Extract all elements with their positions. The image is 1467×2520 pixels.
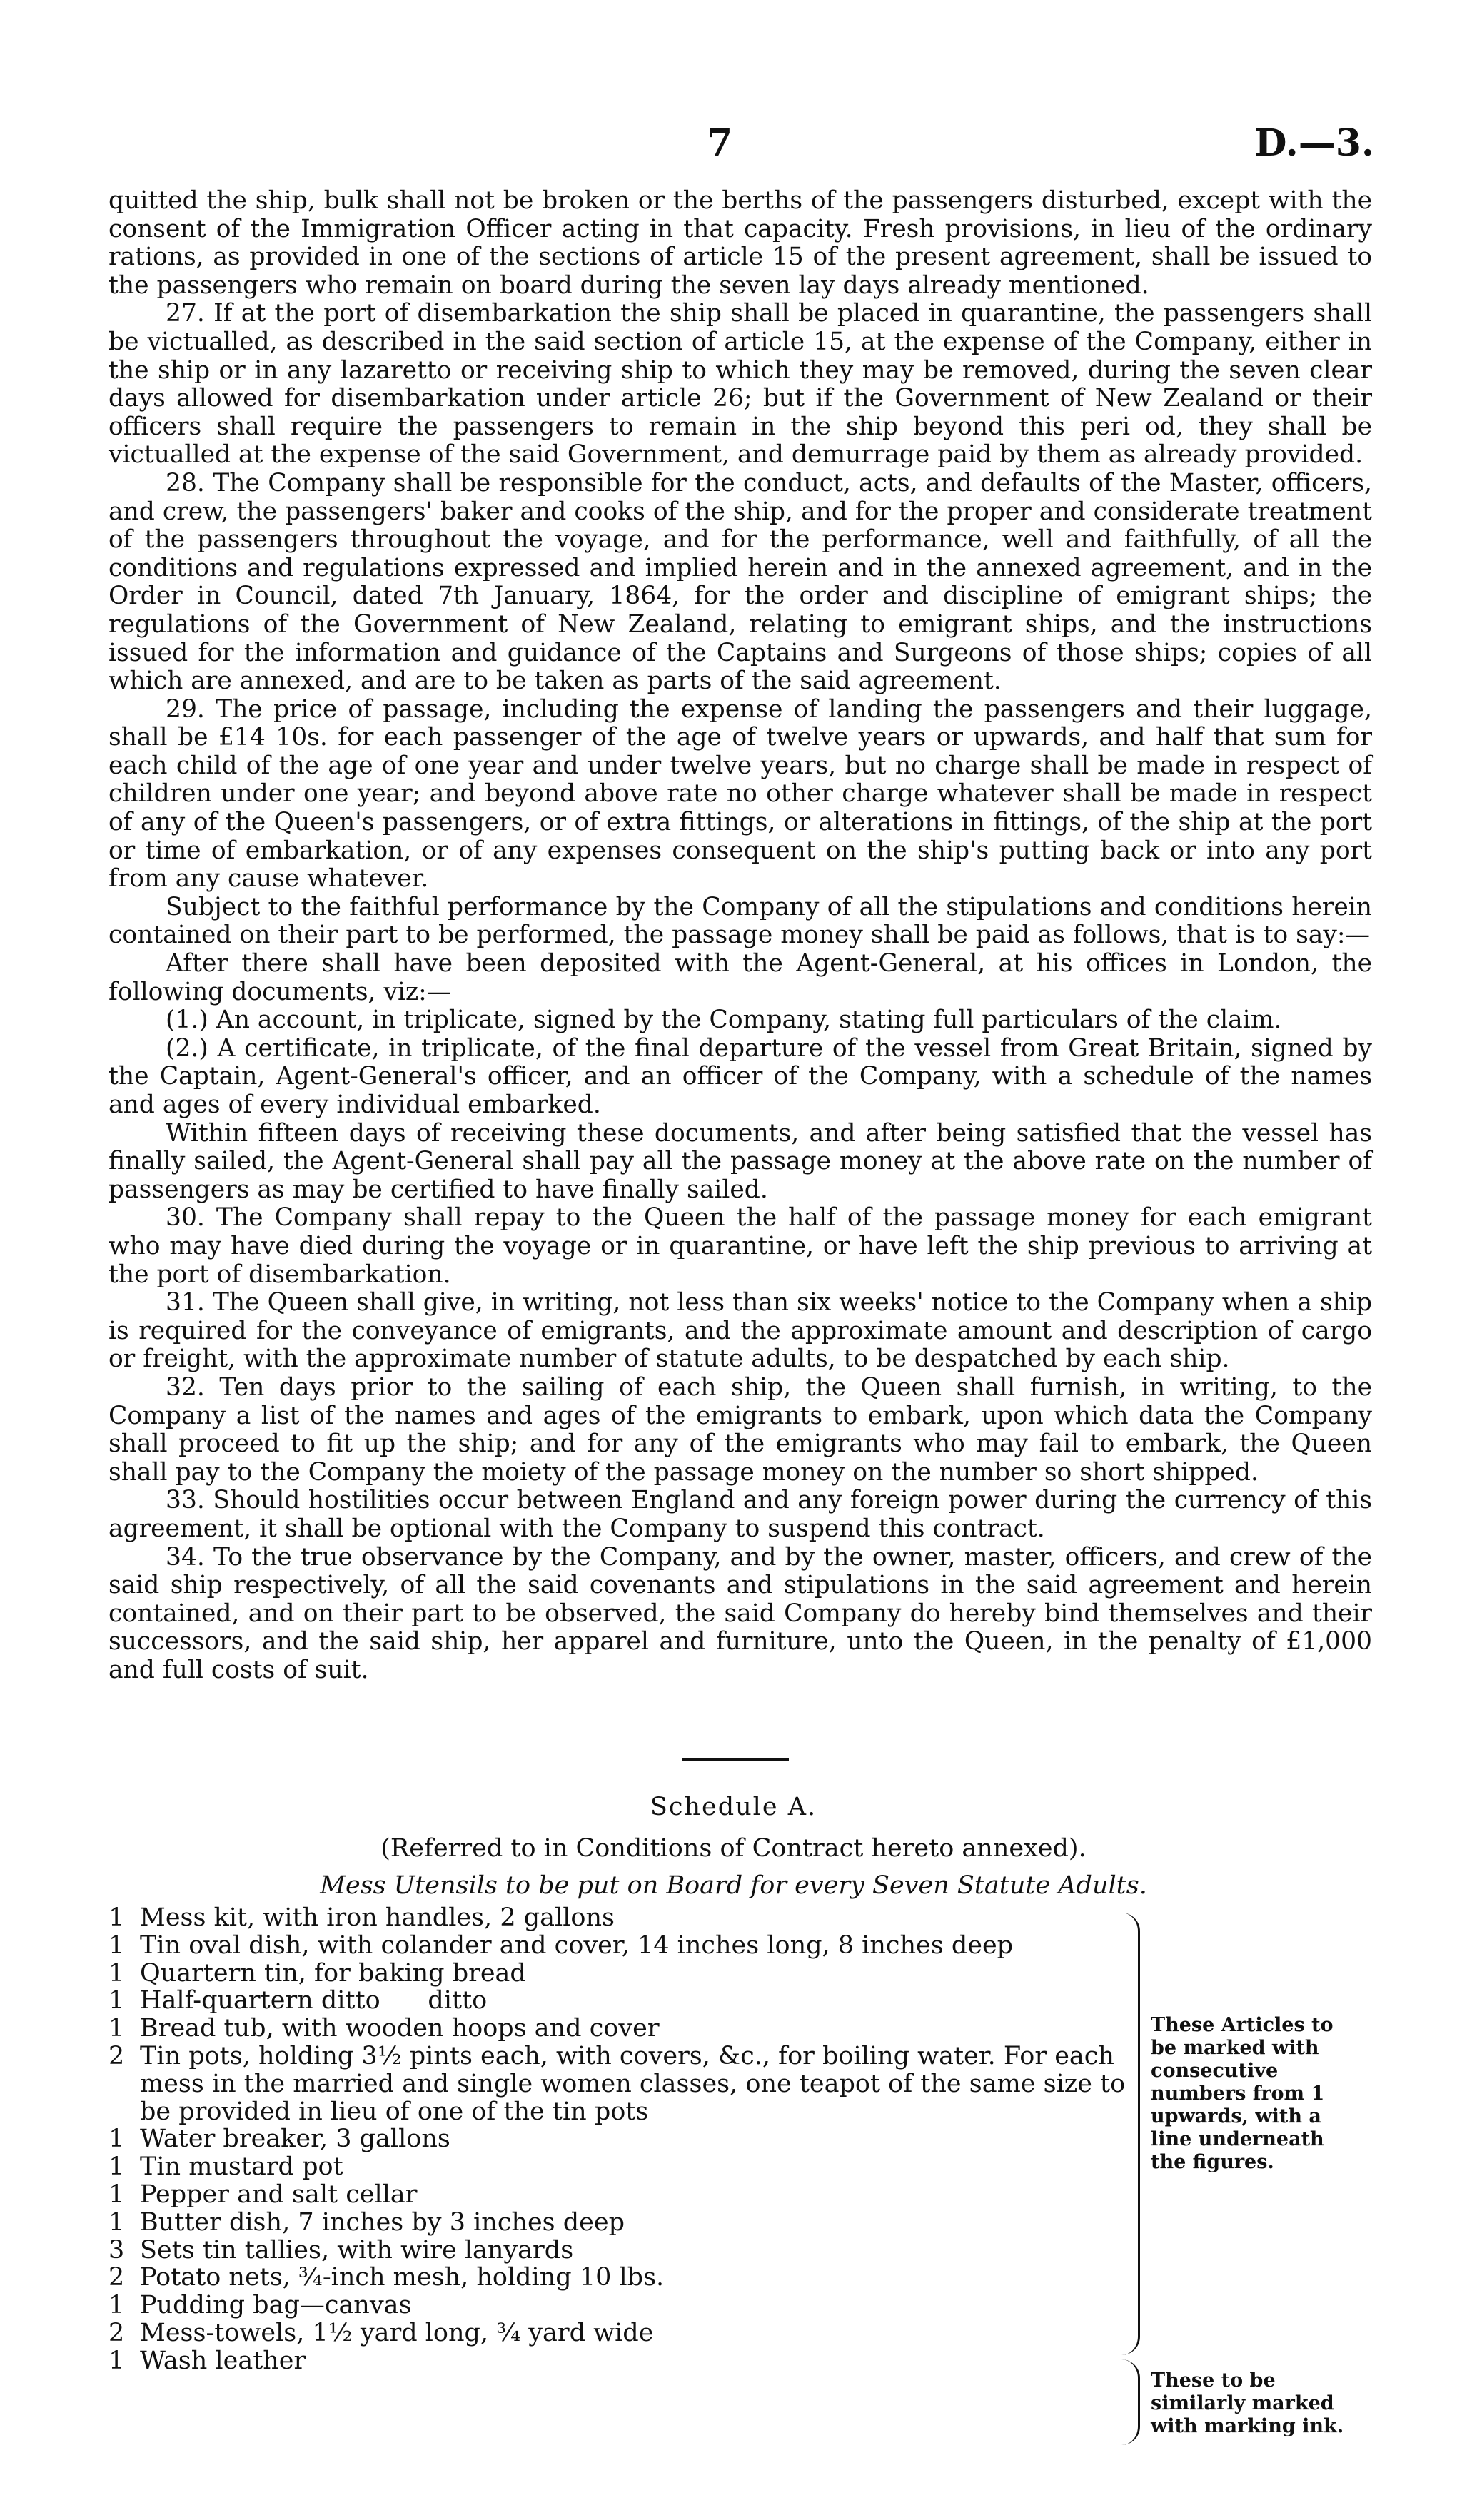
paragraph-30: 30. The Company shall repay to the Queen the half of the passage money for each emigrant who may have died during the voyage or in quarantine, or have left the ship previous to arriving at the port of disembarkation. <box>109 1203 1372 1289</box>
item-quantity: 1 <box>109 2152 125 2182</box>
list-item <box>109 2347 1136 2375</box>
page-number: 7 <box>707 121 733 165</box>
brace-marking-ink-items <box>1121 2359 1140 2445</box>
item-description: Potato nets, ¾-inch mesh, holding 10 lbs. <box>140 2263 665 2292</box>
paragraph-28: 28. The Company shall be responsible for the conduct, acts, and defaults of the Master, officers, and crew, the passengers' baker and cooks of the ship, and for the proper and considerate treatment of the passengers throughout the voyage, and for the performance, well and faithfully, of all the conditions and regulations expressed and implied herein and in the annexed agreement, and in the Order in Council, dated 7th January, 1864, for the order and discipline of emigrant ships; the regulations of the Government of New Zealand, relating to emigrant ships, and the instructions issued for the information and guidance of the Captains and Surgeons of those ships; copies of all which are annexed, and are to be taken as parts of the said agreement. <box>109 468 1372 696</box>
item-quantity: 1 <box>109 2346 125 2375</box>
list-item <box>109 1904 1136 1932</box>
paragraph-27: 27. If at the port of disembarkation the ship shall be placed in quarantine, the passengers shall be victualled, as described in the said section of article 15, at the expense of the Company, either in the ship or in any lazaretto or receiving ship to which they may be removed, during the seven clear days allowed for disembarkation under article 26; but if the Government of New Zealand or their officers shall require the passengers to remain in the ship beyond this peri od, they shall be victualled at the expense of the said Government, and demurrage paid by them as already provided. <box>109 299 1372 470</box>
item-quantity: 1 <box>109 1931 125 1960</box>
schedule-heading: Mess Utensils to be put on Board for every Seven Statute Adults. <box>320 1871 1147 1900</box>
item-description: Tin oval dish, with colander and cover, 14 inches long, 8 inches deep <box>140 1931 1014 1960</box>
paragraph-fifteen-days: Within fifteen days of receiving these documents, and after being satisfied that the vessel has finally sailed, the Agent-General shall pay all the passage money at the above rate on the number of passengers as may be certified to have finally sailed. <box>109 1118 1372 1204</box>
list-item <box>109 2264 1136 2292</box>
item-quantity: 1 <box>109 2180 125 2209</box>
item-quantity: 3 <box>109 2235 125 2265</box>
list-item <box>109 2209 1136 2237</box>
item-description: Mess kit, with iron handles, 2 gallons <box>140 1903 615 1932</box>
list-item <box>109 2181 1136 2209</box>
marking-ink-note: These to be similarly marked with marking ink. <box>1151 2369 1344 2437</box>
schedule-title: Schedule A. <box>650 1793 817 1821</box>
paragraph-documents: After there shall have been deposited with the Agent-General, at his offices in London, the following documents, viz:— <box>109 949 1372 1006</box>
section-divider <box>682 1758 789 1761</box>
paragraph-certificate: (2.) A certificate, in triplicate, of the final departure of the vessel from Great Britain, signed by the Captain, Agent-General's officer, and an officer of the Company, with a schedule of the names and ages of every individual embarked. <box>109 1033 1372 1119</box>
list-item <box>109 1960 1136 1988</box>
item-quantity: 1 <box>109 1986 125 2015</box>
paragraph-33: 33. Should hostilities occur between England and any foreign power during the currency of this agreement, it shall be optional with the Company to suspend this contract. <box>109 1486 1372 1543</box>
schedule-subtitle: (Referred to in Conditions of Contract hereto annexed). <box>380 1834 1087 1863</box>
item-description: Tin mustard pot <box>140 2152 343 2182</box>
item-quantity: 2 <box>109 2041 125 2070</box>
list-item <box>109 2237 1136 2265</box>
item-description: Sets tin tallies, with wire lanyards <box>140 2235 574 2265</box>
paragraph-29: 29. The price of passage, including the expense of landing the passengers and their luggage, shall be £14 10s. for each passenger of the age of twelve years or upwards, and half that sum for each child of the age of one year and under twelve years, but no charge shall be made in respect of children under one year; and beyond above rate no other charge whatever shall be made in respect of any of the Queen's passengers, or of extra fittings, or alterations in fittings, of the ship at the port or time of embarkation, or of any expenses consequent on the ship's putting back or into any port from any cause whatever. <box>109 694 1372 894</box>
item-quantity: 1 <box>109 1903 125 1932</box>
document-code: D.—3. <box>1254 121 1374 165</box>
item-description: Wash leather <box>140 2346 306 2375</box>
schedule-item-list <box>109 1904 1136 2375</box>
brace-numbered-items <box>1121 1913 1140 2355</box>
item-description: Mess-towels, 1½ yard long, ¾ yard wide <box>140 2318 654 2347</box>
item-quantity: 1 <box>109 1958 125 1988</box>
marking-note: These Articles to be marked with consecutive numbers from 1 upwards, with a line underneath the figures. <box>1151 2014 1334 2173</box>
item-quantity: 1 <box>109 2125 125 2154</box>
item-description: Tin pots, holding 3½ pints each, with covers, &c., for boiling water. For each mess in the married and single women classes, one teapot of the same size to be provided in lieu of one of the tin pots <box>140 2041 1126 2126</box>
paragraph-account: (1.) An account, in triplicate, signed by the Company, stating full particulars of the claim. <box>166 1006 1282 1035</box>
item-description: Quartern tin, for baking bread <box>140 1958 526 1988</box>
list-item <box>109 2292 1136 2319</box>
item-quantity: 1 <box>109 2014 125 2043</box>
paragraph-continuation: quitted the ship, bulk shall not be broken or the berths of the passengers disturbed, except with the consent of the Immigration Officer acting in that capacity. Fresh provisions, in lieu of the ordinary rations, as provided in one of the sections of article 15 of the present agreement, shall be issued to the passengers who remain on board during the seven lay days already mentioned. <box>109 186 1372 300</box>
paragraph-31: 31. The Queen shall give, in writing, not less than six weeks' notice to the Company when a ship is required for the conveyance of emigrants, and the approximate amount and description of cargo or freight, with the approximate number of statute adults, to be despatched by each ship. <box>109 1288 1372 1374</box>
body-text <box>109 187 1372 1684</box>
paragraph-32: 32. Ten days prior to the sailing of each ship, the Queen shall furnish, in writing, to the Company a list of the names and ages of the emigrants to embark, upon which data the Company shall proceed to fit up the ship; and for any of the emigrants who may fail to embark, the Queen shall pay to the Company the moiety of the passage money on the number so short shipped. <box>109 1372 1372 1487</box>
list-item <box>109 2043 1136 2125</box>
paragraph-34: 34. To the true observance by the Company, and by the owner, master, officers, and crew of the said ship respectively, of all the said covenants and stipulations in the said agreement and herein contained, and on their part to be observed, the said Company do hereby bind themselves and their successors, and the said ship, her apparel and furniture, unto the Queen, in the penalty of £1,000 and full costs of suit. <box>109 1542 1372 1684</box>
item-quantity: 1 <box>109 2207 125 2237</box>
item-description: Butter dish, 7 inches by 3 inches deep <box>140 2207 625 2237</box>
list-item <box>109 1987 1136 2015</box>
list-item <box>109 2153 1136 2181</box>
item-quantity: 2 <box>109 2263 125 2292</box>
list-item <box>109 2015 1136 2043</box>
paragraph-payment-conditions: Subject to the faithful performance by the Company of all the stipulations and conditions herein contained on their part to be performed, the passage money shall be paid as follows, that is to say:— <box>109 892 1372 950</box>
item-description: Half-quartern ditto ditto <box>140 1986 488 2015</box>
item-quantity: 1 <box>109 2291 125 2320</box>
item-quantity: 2 <box>109 2318 125 2347</box>
list-item <box>109 2319 1136 2347</box>
list-item <box>109 1932 1136 1960</box>
item-description: Water breaker, 3 gallons <box>140 2125 450 2154</box>
page-header <box>0 121 1467 171</box>
item-description: Pepper and salt cellar <box>140 2180 418 2209</box>
item-description: Bread tub, with wooden hoops and cover <box>140 2014 660 2043</box>
list-item <box>109 2125 1136 2153</box>
item-description: Pudding bag—canvas <box>140 2291 412 2320</box>
